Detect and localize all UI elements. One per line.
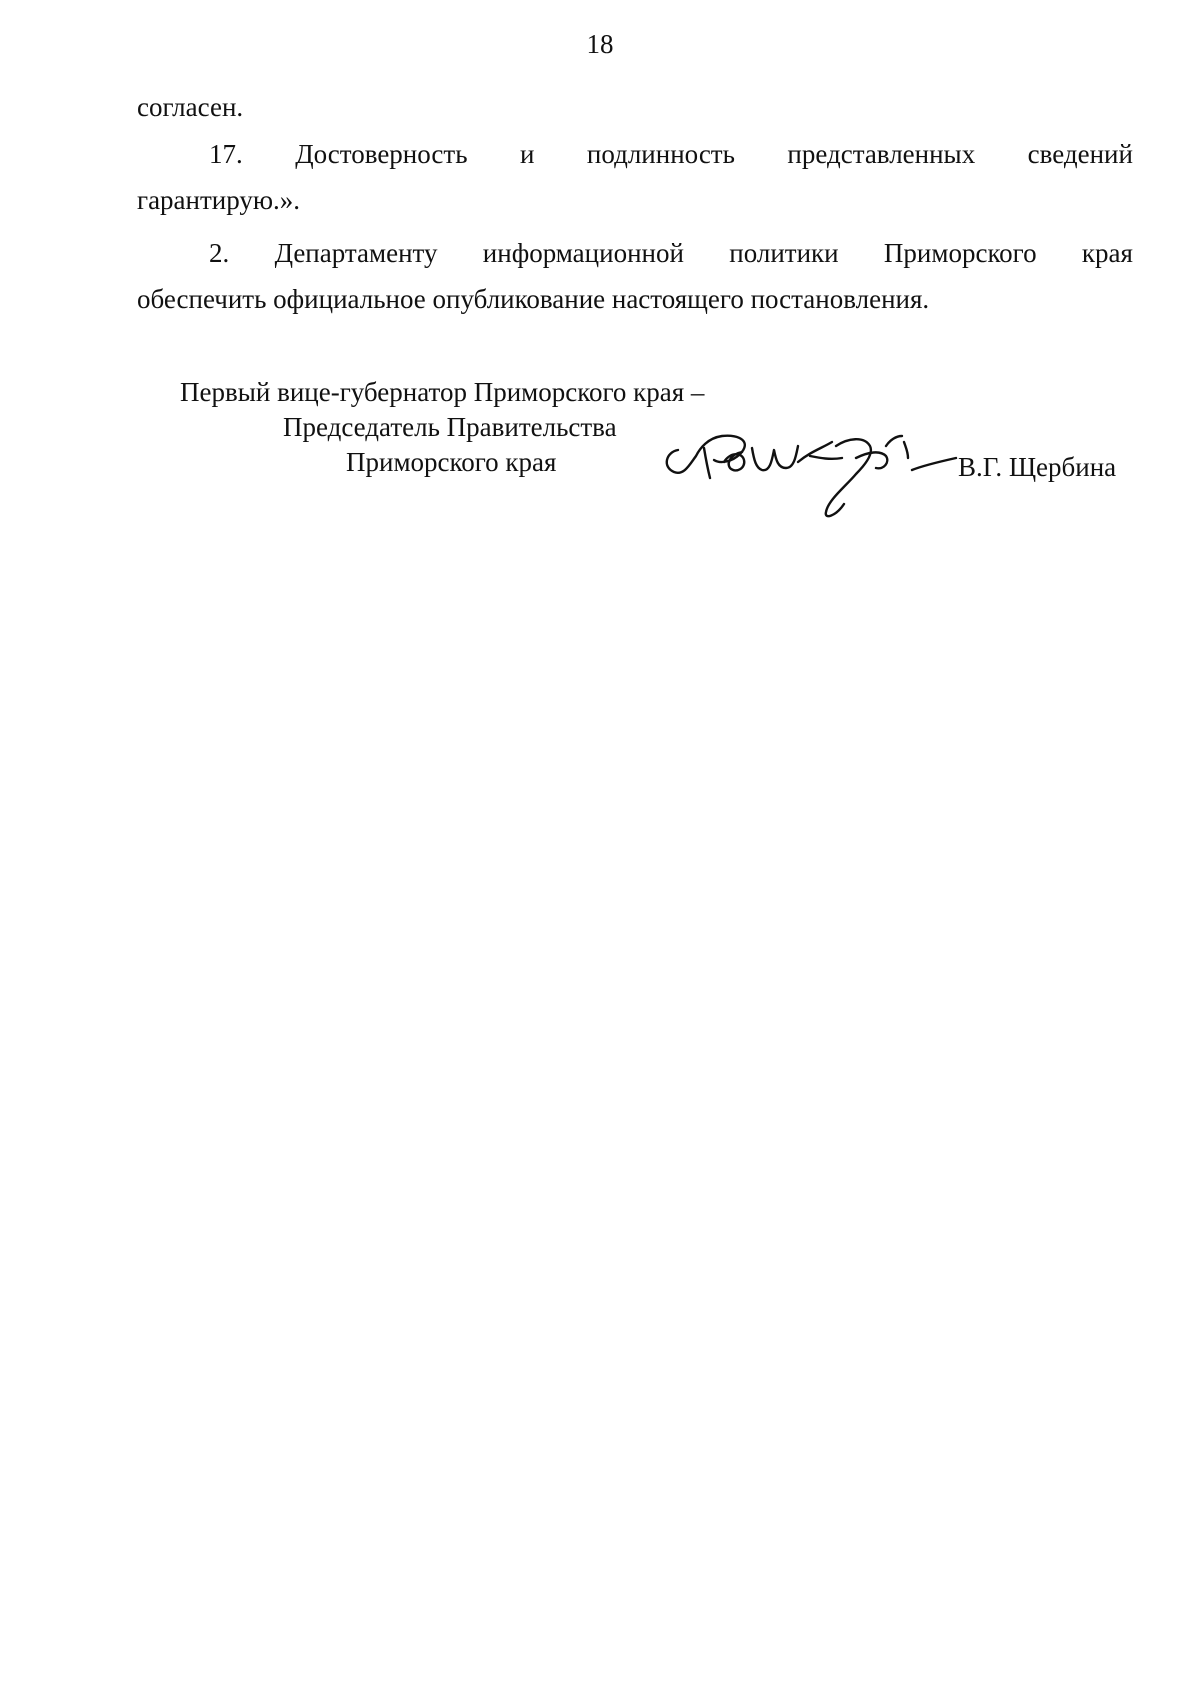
- signatory-title-line-1: Первый вице-губернатор Приморского края –: [180, 377, 705, 407]
- paragraph-line: гарантирую.».: [137, 185, 301, 215]
- page-number: 18: [586, 29, 614, 59]
- signatory-name: В.Г. Щербина: [958, 452, 1117, 482]
- word: Департаменту: [274, 238, 438, 268]
- word: 2.: [209, 238, 230, 268]
- word: Достоверность: [295, 139, 468, 169]
- handwritten-signature: [660, 412, 960, 522]
- word: политики: [729, 238, 839, 268]
- signatory-title-line-2: Председатель Правительства: [283, 412, 617, 442]
- signatory-title-line-3: Приморского края: [346, 447, 557, 477]
- paragraph-line-justified: [137, 230, 1133, 276]
- word: Приморского: [883, 238, 1037, 268]
- word: представленных: [787, 139, 976, 169]
- word: сведений: [1027, 139, 1133, 169]
- word: подлинность: [586, 139, 735, 169]
- word: края: [1081, 238, 1133, 268]
- word: 17.: [209, 139, 243, 169]
- word: информационной: [482, 238, 684, 268]
- word: и: [520, 139, 535, 169]
- paragraph-line: обеспечить официальное опубликование настоящего постановления.: [137, 284, 930, 314]
- paragraph-line: согласен.: [137, 92, 244, 122]
- paragraph-line-justified: [137, 131, 1133, 177]
